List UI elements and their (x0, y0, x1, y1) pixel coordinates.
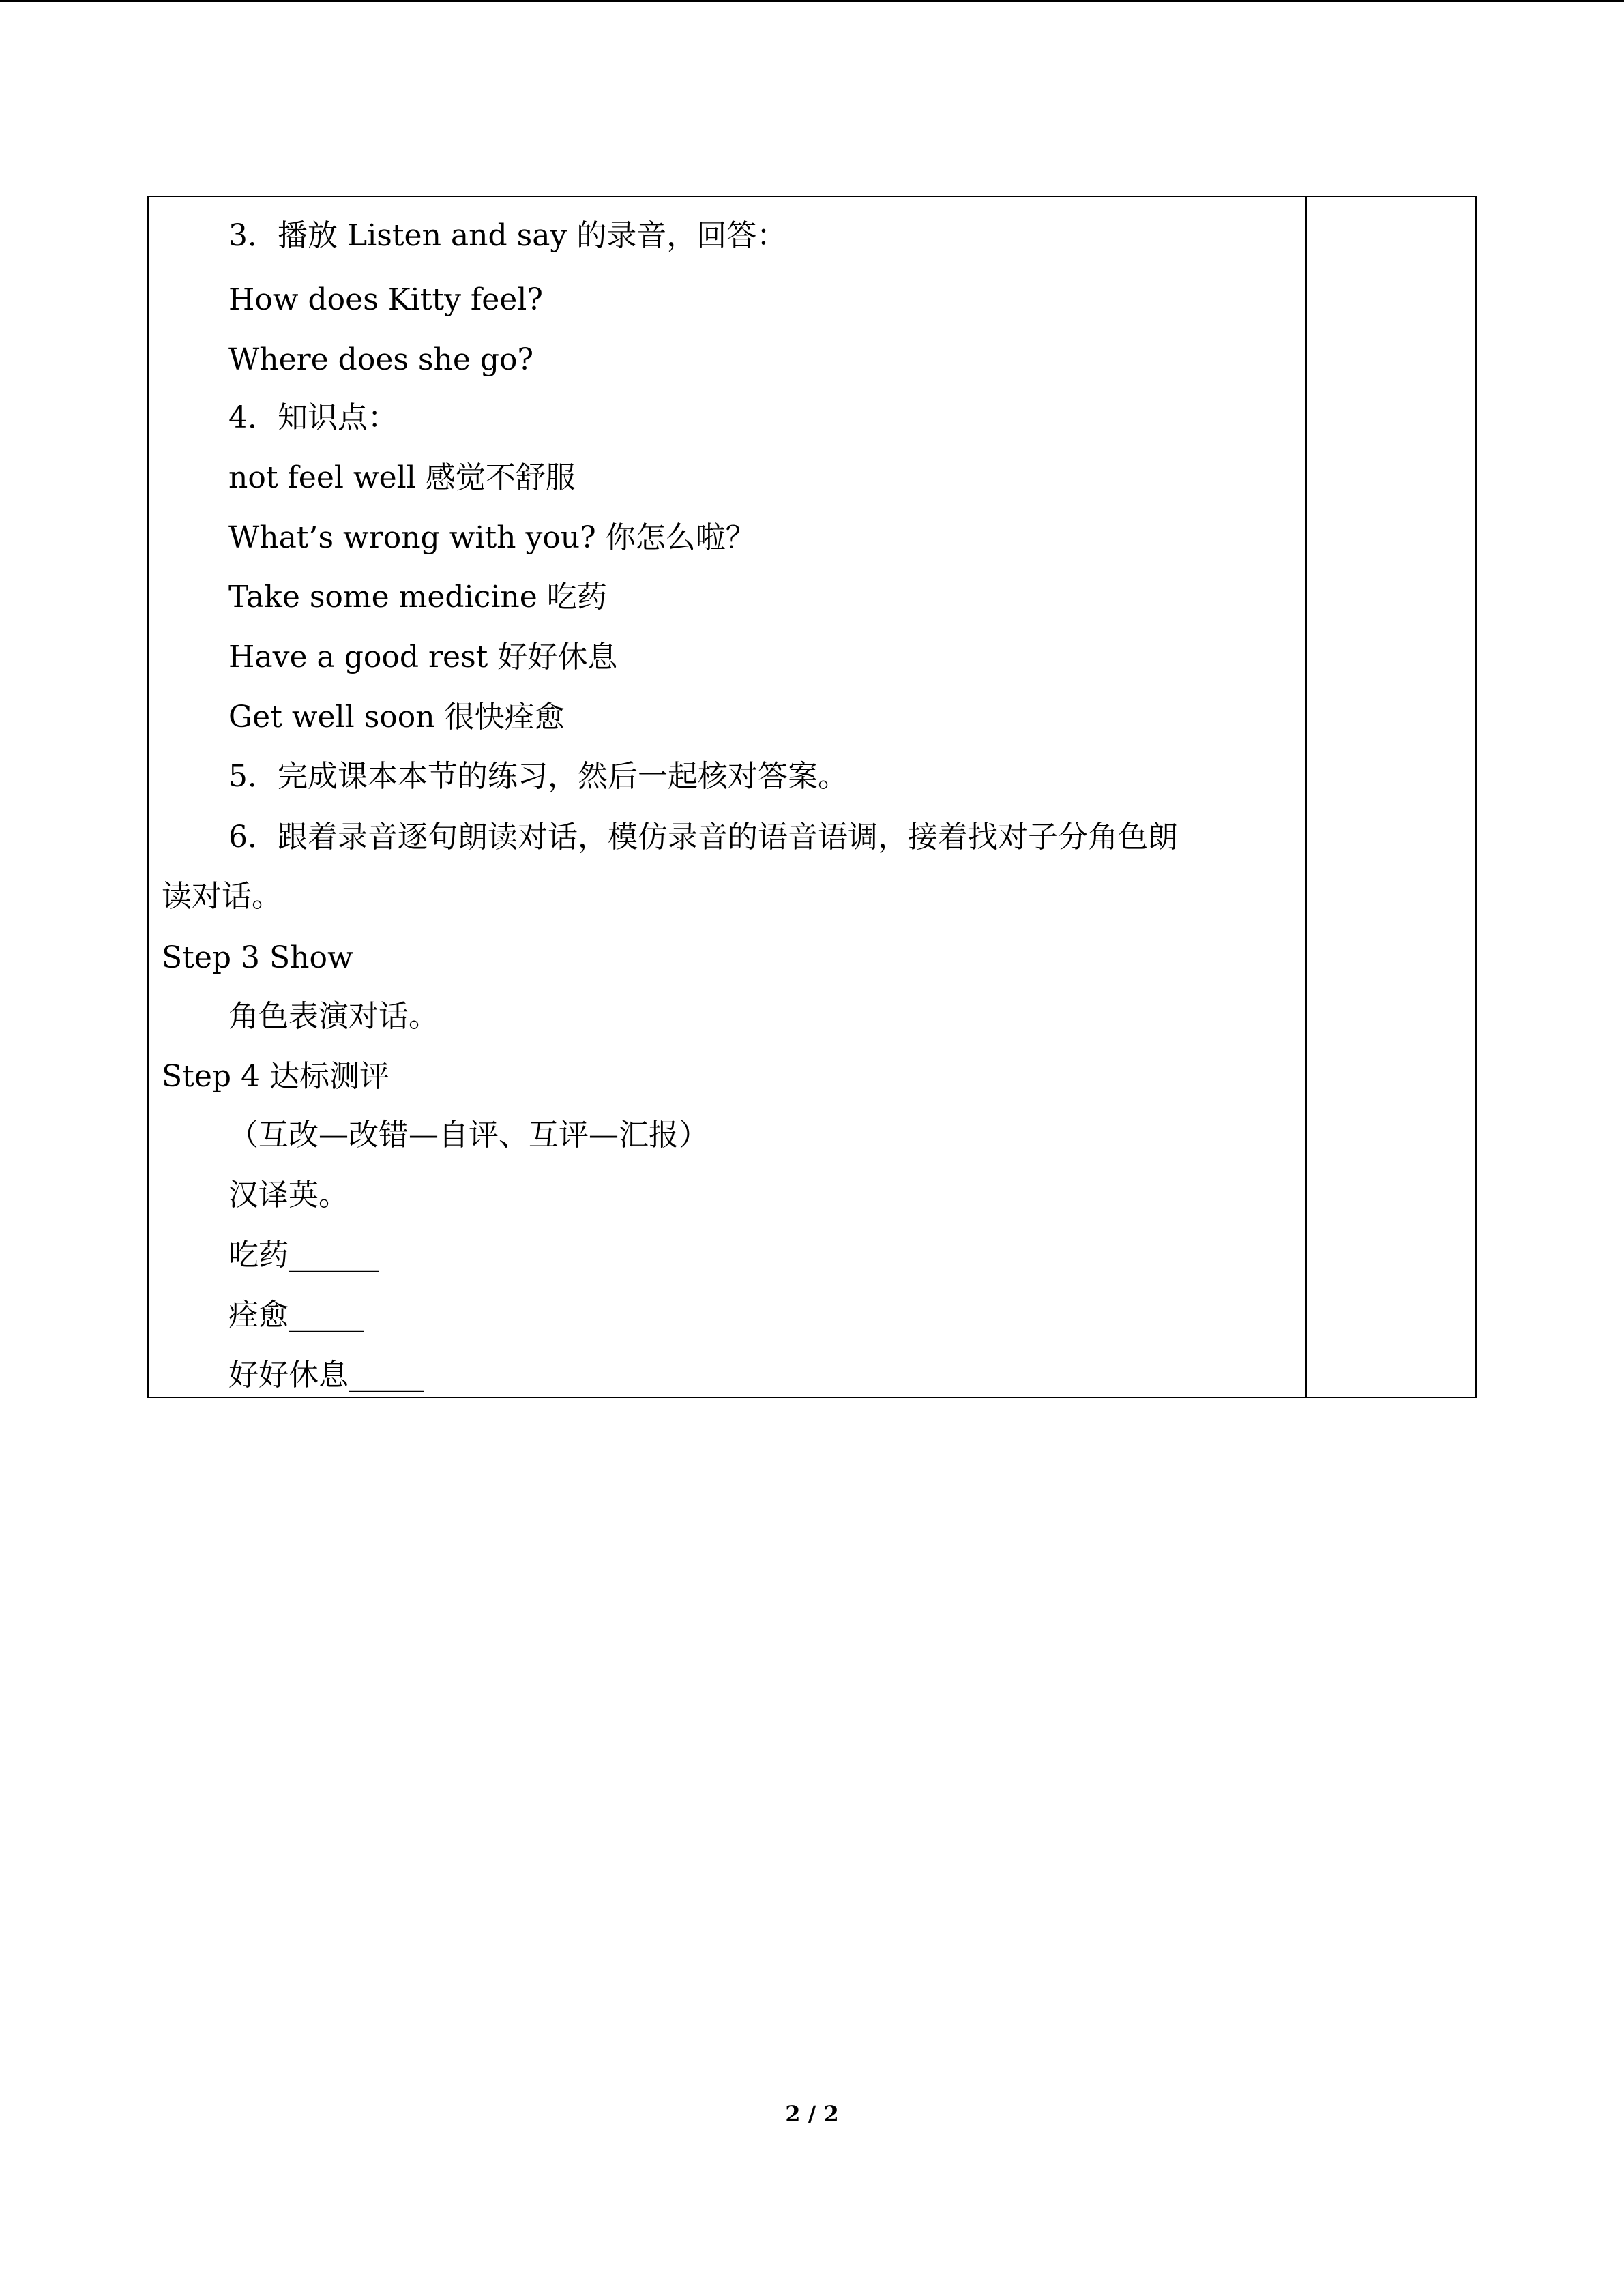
translation-instruction: 汉译英。 (228, 1178, 349, 1212)
vocab-take-medicine: Take some medicine 吃药 (228, 580, 607, 614)
step-item-6-continued: 读对话。 (162, 879, 282, 914)
step-4-heading: Step 4 达标测评 (162, 1059, 389, 1094)
vocab-not-feel-well: not feel well 感觉不舒服 (228, 460, 576, 495)
question-where-go: Where does she go? (228, 342, 534, 377)
step-3-heading: Step 3 Show (162, 940, 353, 975)
step-item-6: 6．跟着录音逐句朗读对话，模仿录音的语音语调，接着找对子分角色朗 (228, 820, 1178, 854)
translation-item-1: 吃药______ (228, 1238, 379, 1272)
vocab-good-rest: Have a good rest 好好休息 (228, 640, 618, 674)
vocab-get-well-soon: Get well soon 很快痊愈 (228, 700, 565, 734)
question-kitty-feel: How does Kitty feel? (228, 282, 543, 317)
notes-column-cell (1307, 197, 1475, 1397)
top-border-rule (0, 0, 1624, 2)
page-number: 2 / 2 (785, 2101, 839, 2127)
step-item-4: 4．知识点： (228, 400, 398, 435)
step-4-process: （互改—改错—自评、互评—汇报） (228, 1118, 709, 1152)
step-item-3: 3．播放 Listen and say 的录音，回答： (228, 218, 787, 253)
translation-item-2: 痊愈_____ (228, 1298, 364, 1332)
step-item-5: 5．完成课本本节的练习，然后一起核对答案。 (228, 759, 848, 794)
translation-item-3: 好好休息_____ (228, 1358, 424, 1392)
step-3-activity: 角色表演对话。 (228, 999, 439, 1034)
vocab-whats-wrong: What’s wrong with you? 你怎么啦？ (228, 520, 756, 555)
